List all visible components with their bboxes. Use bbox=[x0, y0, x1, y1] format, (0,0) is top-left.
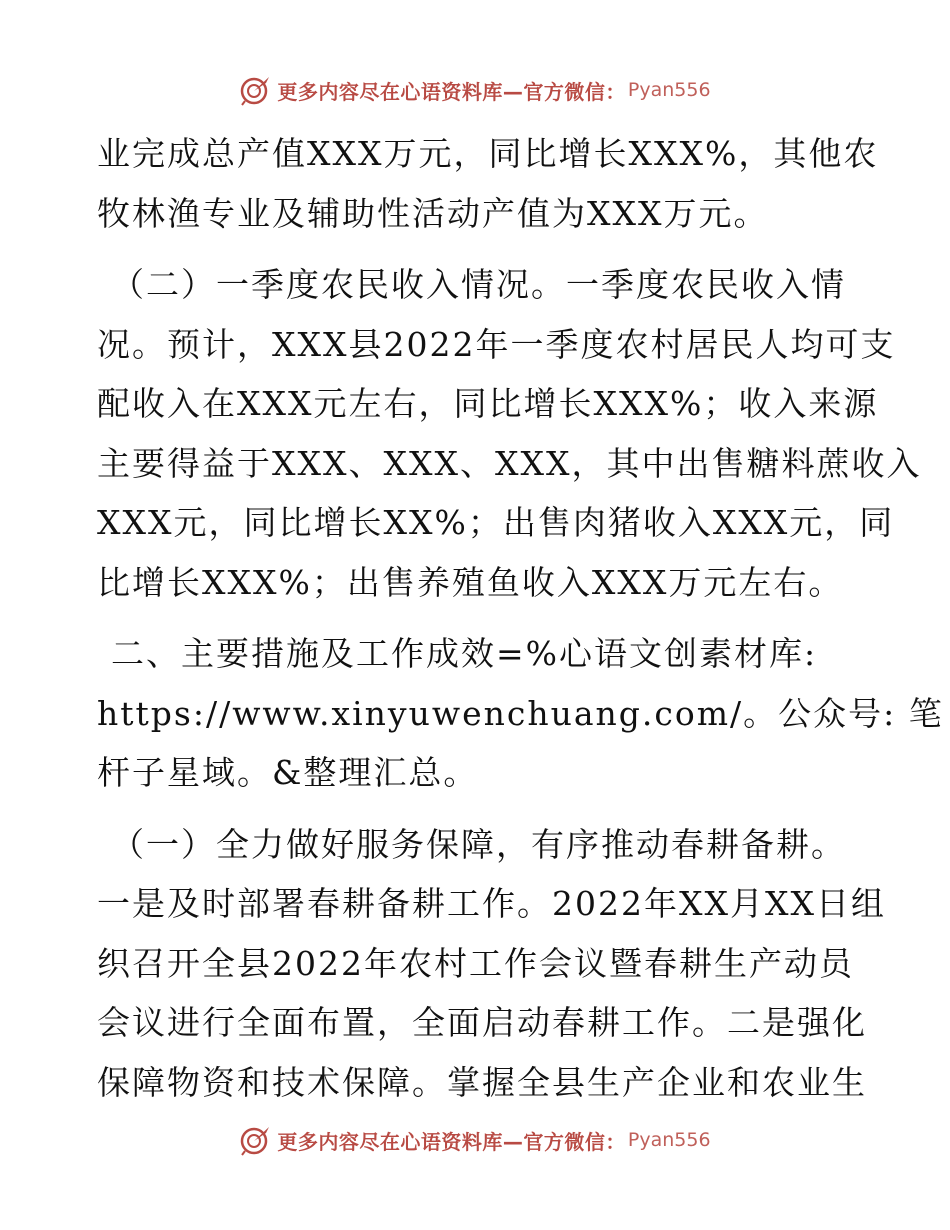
text-line: 一是及时部署春耕备耕工作。2022年XX月XX日组 bbox=[97, 884, 886, 923]
watermark-wechat-id: Pyan556 bbox=[627, 1129, 711, 1151]
text-line: 配收入在XXX元左右，同比增长XXX%；收入来源 bbox=[97, 384, 879, 423]
text-line: 会议进行全面布置，全面启动春耕工作。二是强化 bbox=[97, 1003, 867, 1042]
text-line: 二、主要措施及工作成效=%心语文创素材库: bbox=[111, 634, 818, 673]
quill-logo-icon bbox=[239, 1123, 273, 1157]
text-line: 织召开全县2022年农村工作会议暨春耕生产动员 bbox=[97, 943, 854, 983]
text-line: XXX元，同比增长XX%；出售肉猪收入XXX元，同 bbox=[97, 503, 895, 542]
paragraph bbox=[97, 815, 886, 1113]
text-line: 业完成总产值XXX万元，同比增长XXX%，其他农 bbox=[97, 134, 879, 173]
watermark-text: 更多内容尽在心语资料库—官方微信： bbox=[277, 79, 626, 104]
text-line: https://www.xinyuwenchuang.com/。公众号: 笔 bbox=[97, 693, 944, 733]
text-line: 杆子星域。&整理汇总。 bbox=[97, 753, 479, 792]
quill-logo-icon bbox=[239, 73, 273, 107]
watermark-footer bbox=[0, 1120, 950, 1160]
watermark-text: 更多内容尽在心语资料库—官方微信： bbox=[277, 1129, 626, 1154]
text-line: 保障物资和技术保障。掌握全县生产企业和农业生 bbox=[97, 1062, 867, 1102]
text-line: 况。预计，XXX县2022年一季度农村居民人均可支 bbox=[97, 324, 896, 364]
paragraph bbox=[97, 255, 922, 612]
text-line: 比增长XXX%；出售养殖鱼收入XXX万元左右。 bbox=[97, 562, 844, 602]
watermark-wechat-id: Pyan556 bbox=[627, 79, 711, 101]
text-line: 主要得益于XXX、XXX、XXX，其中出售糖料蔗收入 bbox=[97, 443, 922, 483]
watermark-header bbox=[0, 70, 950, 110]
document-body bbox=[97, 124, 944, 1112]
text-line: 牧林渔专业及辅助性活动产值为XXX万元。 bbox=[97, 193, 769, 233]
paragraph bbox=[97, 624, 944, 803]
text-line: （二）一季度农民收入情况。一季度农民收入情 bbox=[111, 265, 846, 304]
text-line: （一）全力做好服务保障，有序推动春耕备耕。 bbox=[111, 824, 846, 864]
paragraph bbox=[97, 124, 879, 243]
